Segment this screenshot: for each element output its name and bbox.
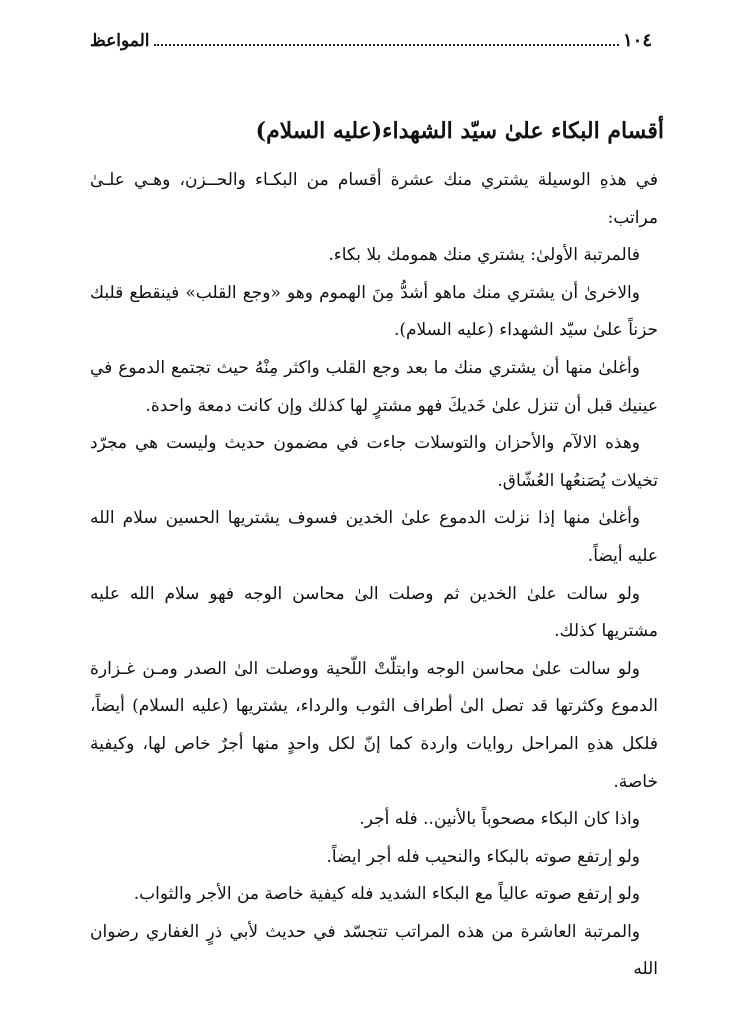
paragraph: ولو إرتفع صوته بالبكاء والنحيب فله أجر ايضاً. [326, 846, 640, 867]
header-leader-dots [154, 32, 619, 46]
paragraph: ولو سالت علىٰ الخدين ثم وصلت الىٰ محاسن الوجه فهو سلام الله عليه مشتريها كذلك. [90, 583, 658, 642]
section-title: أقسام البكاء علىٰ سيّد الشهداء(عليه السلام) [255, 118, 664, 144]
paragraph: في هذهِ الوسيلة يشتري منك عشرة أقسام من البكـاء والحــزن، وهـي علـىٰ مراتب: [90, 170, 658, 228]
paragraph: والاخرىٰ أن يشتري منك ماهو أشدُّ مِنَ الهموم وهو «وجع القلب» فينقطع قلبك حزناً علىٰ سيّد الشهداء (عليه السلام). [90, 282, 658, 341]
paragraph: فالمرتبة الأولىٰ: يشتري منك همومك بلا بكاء. [328, 245, 640, 266]
paragraph: ولو سالت علىٰ محاسن الوجه وابتلّتْ اللّحية ووصلت الىٰ الصدر ومـن غـزارة الدموع وكثرتها قد تصل الىٰ أطراف الثوب والرداء، يشتريها (عليه السلام) أيضاً، فلكل هذهِ المراحل روايات واردة كما إنّ لكل واحدٍ منها أجرٌ خاص لها، وكيفية خاصة. [90, 658, 658, 792]
body-text [90, 162, 658, 989]
paragraph: والمرتبة العاشرة من هذه المراتب تتجسّد في حديث لأبي ذرٍ الغفاري رضوان الله [90, 921, 658, 980]
page-number: ١٠٤ [622, 30, 652, 51]
paragraph: وأغلىٰ منها أن يشتري منك ما بعد وجع القلب واكثر مِنْهُ حيث تجتمع الدموع في عينيك قبل أن تنزل علىٰ خَديكَ فهو مشترٍ لها كذلك وإن كانت دمعة واحدة. [90, 357, 658, 416]
paragraph: ولو إرتفع صوته عالياً مع البكاء الشديد فله كيفية خاصة من الأجر والثواب. [133, 884, 640, 905]
page-header [90, 30, 652, 60]
paragraph: وأغلىٰ منها إذا نزلت الدموع علىٰ الخدين فسوف يشتريها الحسين سلام الله عليه أيضاً. [90, 508, 658, 566]
paragraph: واذا كان البكاء مصحوباً بالأنين.. فله أجر. [359, 809, 640, 830]
paragraph: وهذه الالآم والأحزان والتوسلات جاءت في مضمون حديث وليست هي مجرّد تخيلات يُصَنعُها العُشّاق. [90, 433, 658, 491]
running-title: المواعظ [90, 31, 150, 51]
